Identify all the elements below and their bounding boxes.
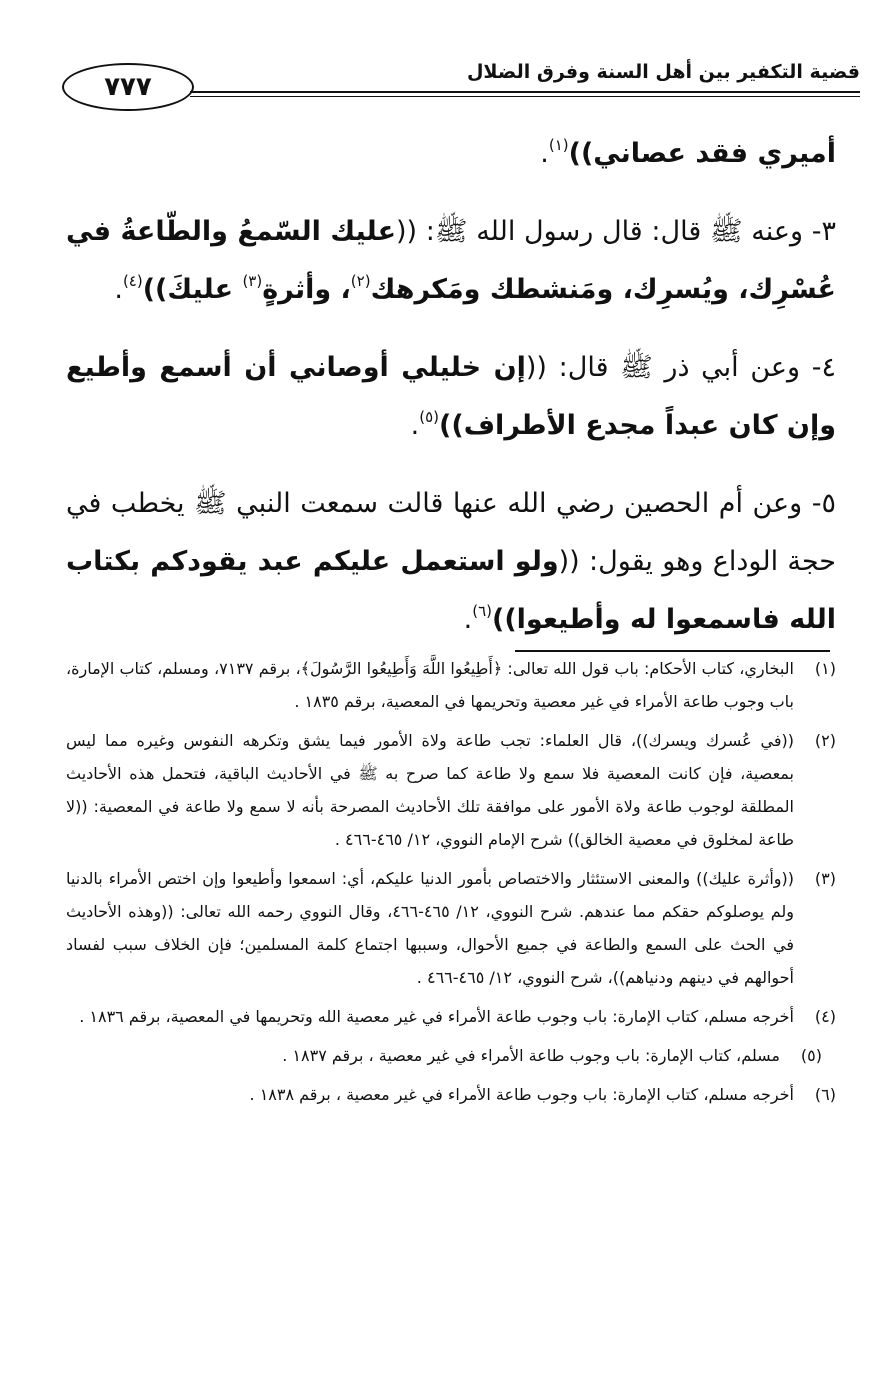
footnote-ref: (١) — [548, 136, 569, 154]
header-rule — [190, 91, 860, 93]
hadith-5: ٥- وعن أم الحصين رضي الله عنها قالت سمعت النبي ﷺ يخطب في حجة الوداع وهو يقول: ((ولو استعمل عليكم عبد يقودكم بكتاب الله فاسمعوا له وأطيعوا))$^{(٦)}$. — [66, 488, 836, 635]
footnote-2: (٢)((في عُسرك ويسرك))، قال العلماء: تجب طاعة ولاة الأمور فيما يشق وتكرهه النفوس وغيره مما ليس بمعصية، فإن كانت المعصية فلا سمع ولا طاعة كما صرح به ﷺ في الأحاديث الباقية، فتحمل هذه الأحاديث المطلقة لوجوب طاعة ولاة الأمور على موافقة تلك الأحاديث المصرحة بأنه لا سمع ولا طاعة في المعصية: ((لا طاعة لمخلوق في معصية الخالق)) شرح الإمام النووي، ١٢/ ٤٦٥-٤٦٦ . — [66, 731, 836, 849]
main-text — [66, 125, 836, 649]
footnote-ref: (٣) — [242, 272, 263, 290]
footnote-ref: (٦) — [472, 602, 492, 620]
page-number-badge — [62, 63, 194, 111]
paragraph-continuation: أميري فقد عصاني))$^{(١)}$. — [540, 136, 836, 169]
hadith-3: ٣- وعنه ﷺ قال: قال رسول الله ﷺ: ((عليك السّمعُ والطّاعةُ في عُسْرِك، ويُسرِك، ومَنشطك ومَكرهك$^{(٢)}$، وأثرةٍ$^{(٣)}$ عليكَ))$^{(٤)}$. — [66, 216, 836, 305]
running-title: قضية التكفير بين أهل السنة وفرق الضلال — [466, 61, 860, 83]
footnote-ref: (٤) — [122, 272, 143, 290]
footnotes — [66, 652, 836, 1117]
header-rule-thin — [190, 96, 860, 97]
hadith-4: ٤- وعن أبي ذر ﷺ قال: ((إن خليلي أوصاني أن أسمع وأطيع وإن كان عبداً مجدع الأطراف))$^{(٥)}$. — [66, 352, 836, 441]
footnote-1: (١)البخاري، كتاب الأحكام: باب قول الله تعالى: ﴿أَطِيعُوا اللَّهَ وَأَطِيعُوا الرَّسُولَ﴾، برقم ٧١٣٧، ومسلم، كتاب الإمارة، باب وجوب طاعة الأمراء في غير معصية وتحريمها في المعصية، برقم ١٨٣٥ . — [66, 659, 837, 711]
footnote-6: (٦)أخرجه مسلم، كتاب الإمارة: باب وجوب طاعة الأمراء في غير معصية ، برقم ١٨٣٨ . — [249, 1085, 836, 1104]
footnote-4: (٤)أخرجه مسلم، كتاب الإمارة: باب وجوب طاعة الأمراء في غير معصية الله وتحريمها في المعصية، برقم ١٨٣٦ . — [79, 1007, 836, 1026]
footnote-3: (٣)((وأثرة عليك)) والمعنى الاستئثار والاختصاص بأمور الدنيا عليكم، أي: اسمعوا وأطيعوا وإن اختص الأمراء بالدنيا ولم يوصلوكم حقكم مما عندهم. شرح النووي، ١٢/ ٤٦٥-٤٦٦، وقال النووي رحمه الله تعالى: ((وهذه الأحاديث في الحث على السمع والطاعة في جميع الأحوال، وسببها اجتماع كلمة المسلمين؛ فإن الخلاف سبب لفساد أحوالهم في دينهم ودنياهم))، شرح النووي، ١٢/ ٤٦٥-٤٦٦ . — [66, 869, 836, 987]
footnote-ref: (٢) — [350, 272, 371, 290]
footnote-5: (٥)مسلم، كتاب الإمارة: باب وجوب طاعة الأمراء في غير معصية ، برقم ١٨٣٧ . — [282, 1046, 822, 1065]
footnote-ref: (٥) — [419, 408, 440, 426]
page-header — [40, 55, 860, 115]
page-number: ٧٧٧ — [104, 72, 152, 102]
